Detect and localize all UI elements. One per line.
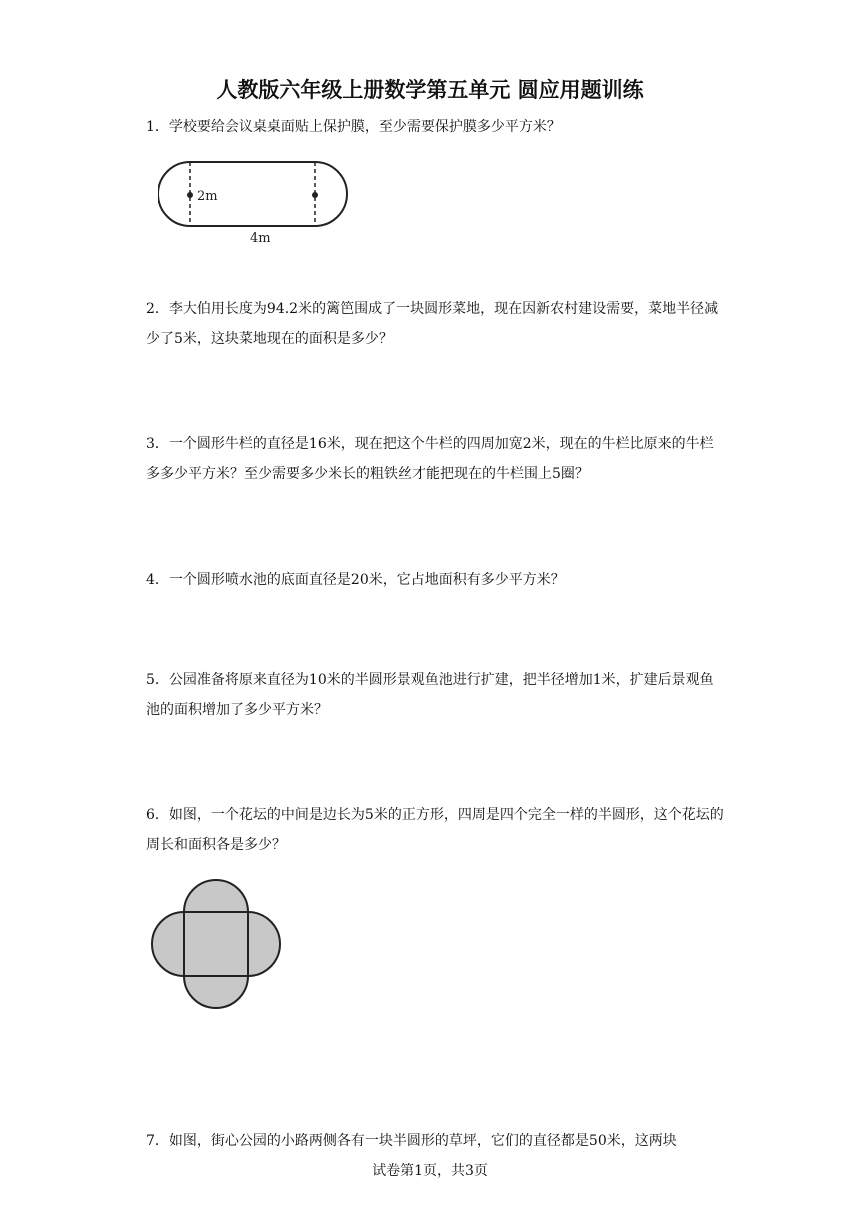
top-semicircle xyxy=(184,880,248,912)
question-6: 6．如图，一个花坛的中间是边长为5米的正方形，四周是四个完全一样的半圆形，这个花坛的周长和面积各是多少？ xyxy=(146,807,724,853)
table-outline xyxy=(158,162,347,226)
page-title: 人教版六年级上册数学第五单元 圆应用题训练 xyxy=(216,78,644,102)
question-7: 7．如图，街心公园的小路两侧各有一块半圆形的草坪，它们的直径都是50米，这两块 xyxy=(146,1133,677,1149)
table-figure xyxy=(158,160,350,250)
length-label: 4m xyxy=(250,231,271,246)
right-semicircle xyxy=(248,912,280,976)
left-center-dot xyxy=(187,192,193,198)
flower-bed-figure xyxy=(146,876,288,1012)
question-4: 4．一个圆形喷水池的底面直径是20米，它占地面积有多少平方米？ xyxy=(146,572,565,588)
right-center-dot xyxy=(312,192,318,198)
left-semicircle xyxy=(152,912,184,976)
bottom-semicircle xyxy=(184,976,248,1008)
flower-bed-shape xyxy=(152,880,280,1008)
question-5: 5．公园准备将原来直径为10米的半圆形景观鱼池进行扩建，把半径增加1米，扩建后景观鱼池的面积增加了多少平方米？ xyxy=(146,672,714,718)
center-square xyxy=(184,912,248,976)
page-footer: 试卷第1页，共3页 xyxy=(372,1163,488,1179)
question-3: 3．一个圆形牛栏的直径是16米，现在把这个牛栏的四周加宽2米，现在的牛栏比原来的牛栏多多少平方米？至少需要多少米长的粗铁丝才能把现在的牛栏围上5圈？ xyxy=(146,436,714,482)
width-label: 2m xyxy=(197,189,218,204)
question-1: 1．学校要给会议桌桌面贴上保护膜，至少需要保护膜多少平方米？ xyxy=(146,119,561,135)
question-2: 2．李大伯用长度为94.2米的篱笆围成了一块圆形菜地，现在因新农村建设需要，菜地半径减少了5米，这块菜地现在的面积是多少？ xyxy=(146,301,719,347)
